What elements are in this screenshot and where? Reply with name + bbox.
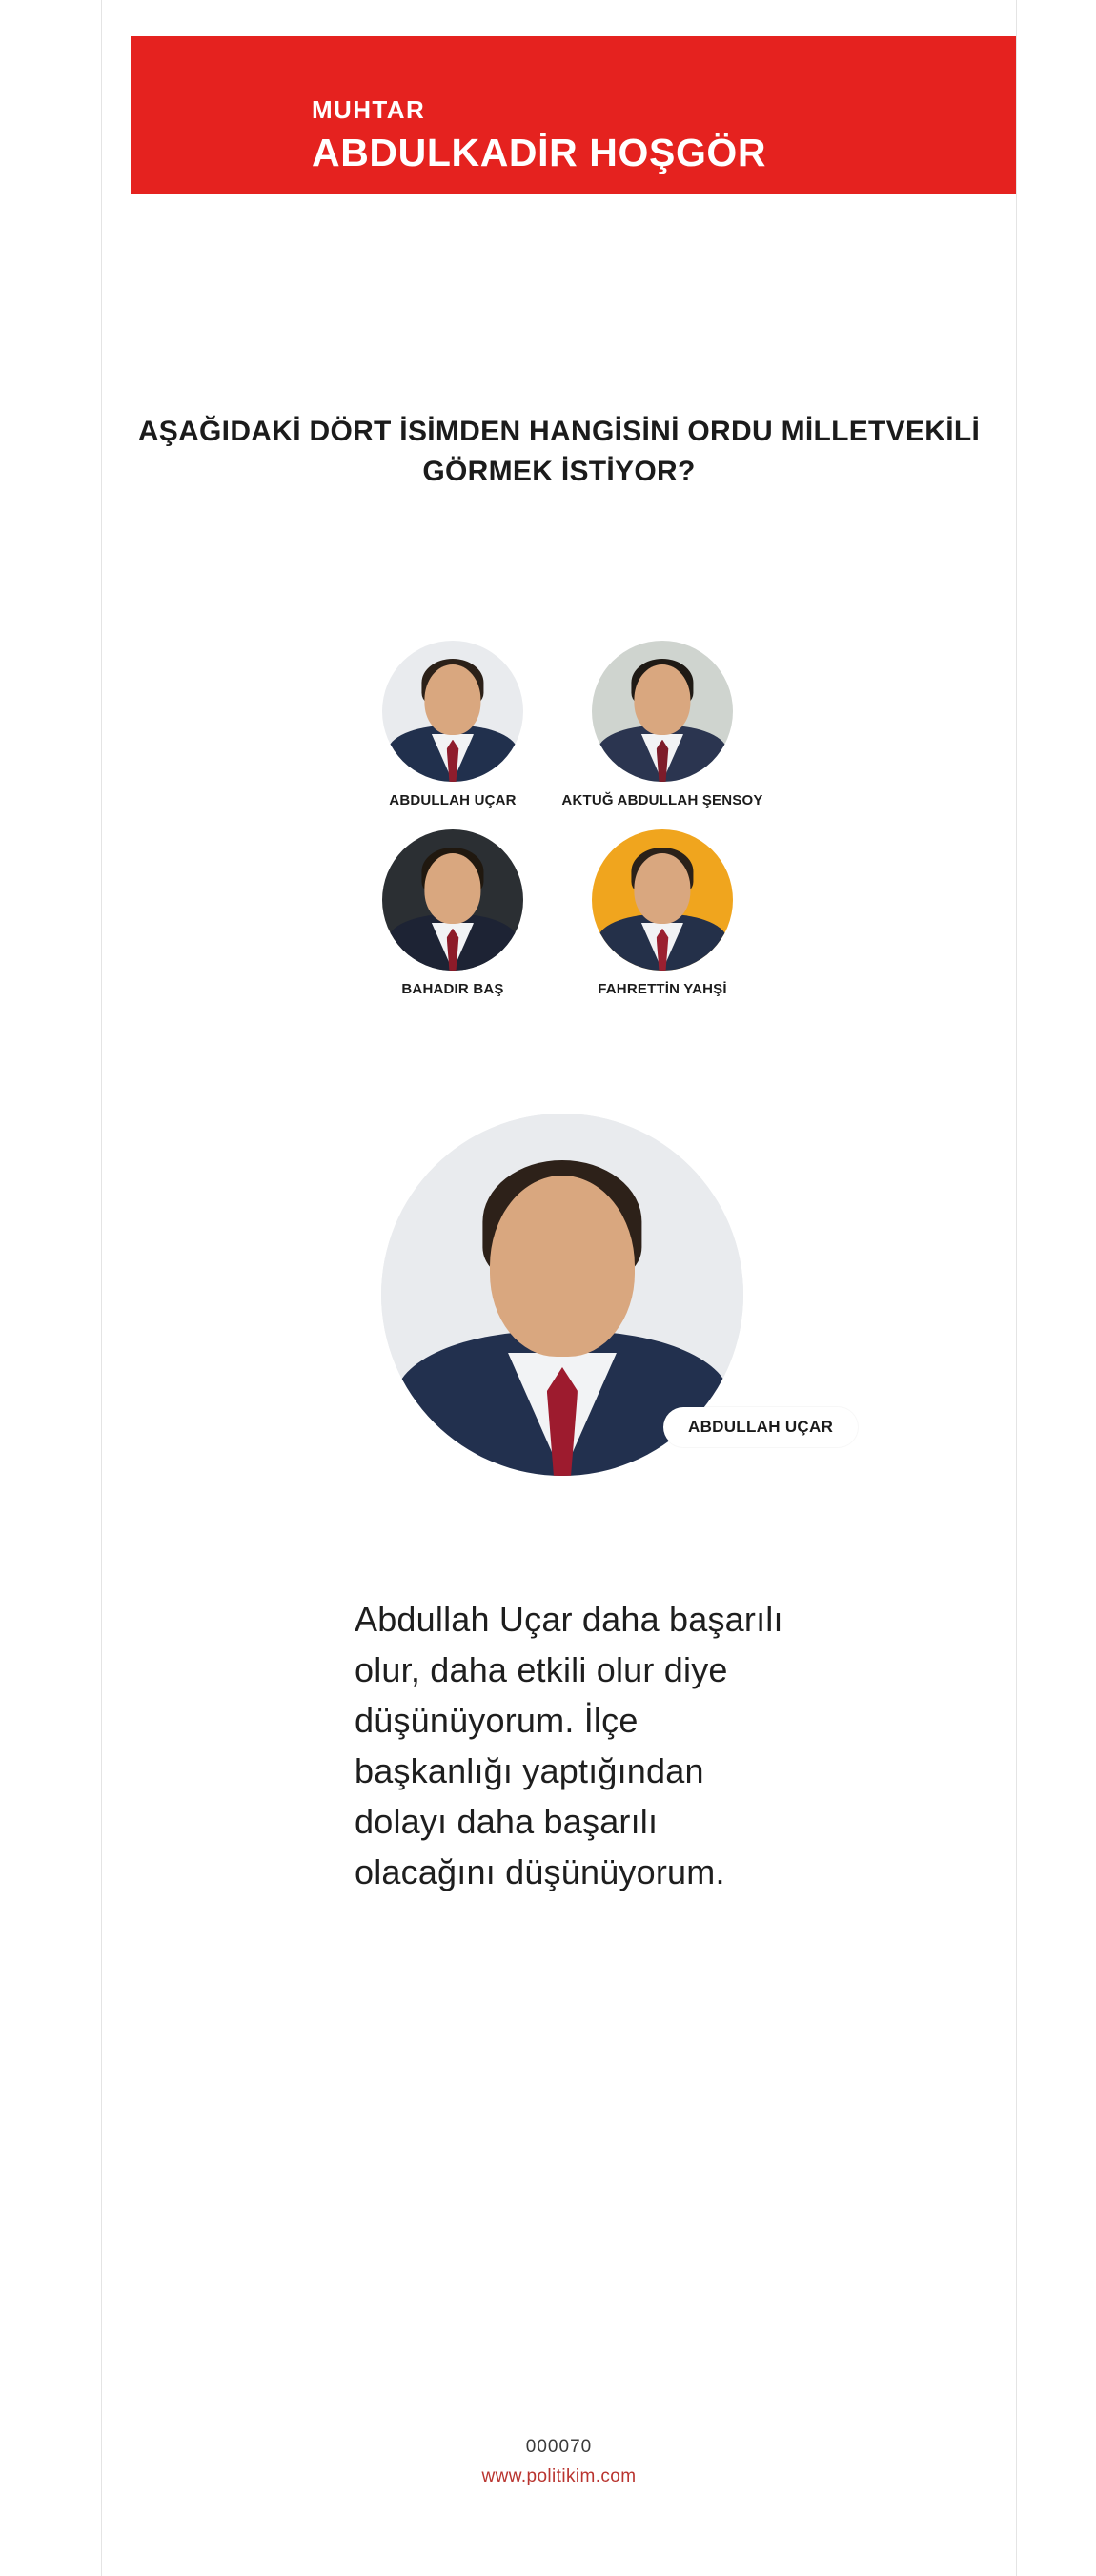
portrait-face xyxy=(634,664,690,735)
question-text: AŞAĞIDAKİ DÖRT İSİMDEN HANGİSİNİ ORDU MİLLETVEKİLİ GÖRMEK İSTİYOR? xyxy=(137,416,981,487)
featured-candidate xyxy=(381,1114,834,1476)
footer-website[interactable]: www.politikim.com xyxy=(481,2466,637,2486)
candidate-name: FAHRETTİN YAHŞİ xyxy=(598,981,727,997)
candidate-item[interactable] xyxy=(376,829,529,997)
header-text-block xyxy=(312,95,766,175)
header-band xyxy=(131,36,1016,194)
candidate-name: ABDULLAH UÇAR xyxy=(389,792,517,808)
candidate-item[interactable] xyxy=(376,641,529,808)
portrait-face xyxy=(424,853,480,924)
candidate-name: AKTUĞ ABDULLAH ŞENSOY xyxy=(561,792,763,808)
candidate-item[interactable] xyxy=(586,829,739,997)
candidate-row xyxy=(334,829,781,997)
candidate-item[interactable] xyxy=(561,641,763,808)
candidate-photo xyxy=(382,829,523,971)
header-title: ABDULKADİR HOŞGÖR xyxy=(312,131,767,174)
right-margin-rule xyxy=(1016,0,1017,2576)
featured-name-callout: ABDULLAH UÇAR xyxy=(663,1407,858,1447)
candidate-grid xyxy=(334,641,781,1018)
candidate-name: BAHADIR BAŞ xyxy=(401,981,504,997)
left-margin-rule xyxy=(101,0,102,2576)
footer-code: 000070 xyxy=(525,2437,593,2457)
portrait-face xyxy=(490,1176,635,1357)
candidate-photo xyxy=(592,829,733,971)
portrait-face xyxy=(634,853,690,924)
portrait-face xyxy=(424,664,480,735)
candidate-photo xyxy=(592,641,733,782)
header-kicker: MUHTAR xyxy=(312,95,426,124)
candidate-row xyxy=(334,641,781,808)
quote-text: Abdullah Uçar daha başarılı olur, daha etkili olur diye düşünüyorum. İlçe başkanlığı yaptığından dolayı daha başarılı olacağını düşünüyorum. xyxy=(355,1600,783,1891)
footer xyxy=(102,2437,1016,2487)
candidate-photo xyxy=(382,641,523,782)
